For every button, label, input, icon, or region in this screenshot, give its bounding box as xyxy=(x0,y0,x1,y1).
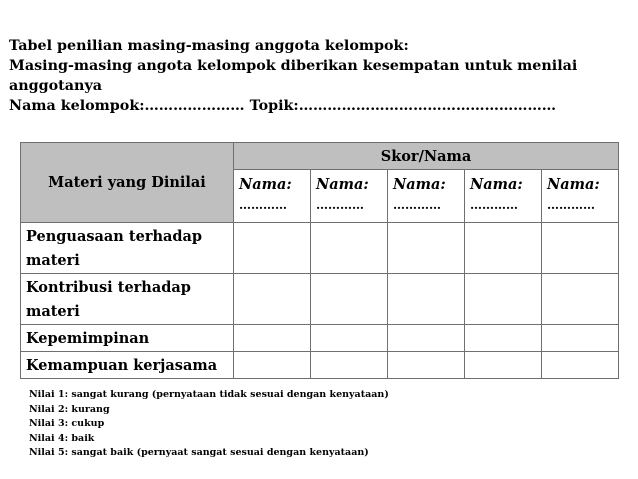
group-topic-line: Nama kelompok:………………… Topik:……………………………………………… xyxy=(9,98,557,114)
name-label: Nama: xyxy=(239,176,292,193)
score-cell[interactable] xyxy=(234,274,311,325)
header-materi: Materi yang Dinilai xyxy=(21,143,234,223)
criterion-label: Kepemimpinan xyxy=(21,325,234,352)
name-blank: ………… xyxy=(547,198,595,212)
name-column-header xyxy=(311,170,388,223)
name-label: Nama: xyxy=(547,176,600,193)
name-label: Nama: xyxy=(316,176,369,193)
name-column-header xyxy=(388,170,465,223)
score-cell[interactable] xyxy=(542,325,619,352)
name-blank: ………… xyxy=(316,198,364,212)
legend-item: Nilai 2: kurang xyxy=(29,403,110,415)
name-blank: ………… xyxy=(470,198,518,212)
name-label: Nama: xyxy=(470,176,523,193)
header-skor-nama: Skor/Nama xyxy=(234,143,619,170)
score-cell[interactable] xyxy=(465,325,542,352)
name-column-header xyxy=(465,170,542,223)
legend-item: Nilai 3: cukup xyxy=(29,418,105,429)
table-row xyxy=(21,223,619,274)
assessment-table xyxy=(20,142,619,379)
score-cell[interactable] xyxy=(465,274,542,325)
score-cell[interactable] xyxy=(542,352,619,379)
score-cell[interactable] xyxy=(311,325,388,352)
criterion-label: Penguasaan terhadap materi xyxy=(21,223,234,274)
score-cell[interactable] xyxy=(388,352,465,379)
score-cell[interactable] xyxy=(388,325,465,352)
score-cell[interactable] xyxy=(234,325,311,352)
score-cell[interactable] xyxy=(311,274,388,325)
table-row xyxy=(21,352,619,379)
name-column-header xyxy=(542,170,619,223)
score-cell[interactable] xyxy=(234,223,311,274)
score-cell[interactable] xyxy=(542,223,619,274)
legend-item: Nilai 1: sangat kurang (pernyataan tidak sesuai dengan kenyataan) xyxy=(29,389,389,400)
score-cell[interactable] xyxy=(542,274,619,325)
intro-title: Tabel penilian masing-masing anggota kelompok: xyxy=(9,38,409,54)
score-cell[interactable] xyxy=(234,352,311,379)
name-blank: ………… xyxy=(393,198,441,212)
score-cell[interactable] xyxy=(311,352,388,379)
score-cell[interactable] xyxy=(311,223,388,274)
score-cell[interactable] xyxy=(465,223,542,274)
score-cell[interactable] xyxy=(388,223,465,274)
intro-instruction-cont: anggotanya xyxy=(9,78,103,94)
score-legend xyxy=(29,388,389,461)
legend-item: Nilai 5: sangat baik (pernyaat sangat sesuai dengan kenyataan) xyxy=(29,447,369,458)
name-column-header xyxy=(234,170,311,223)
criterion-label: Kontribusi terhadap materi xyxy=(21,274,234,325)
name-blank: ………… xyxy=(239,198,287,212)
table-row xyxy=(21,325,619,352)
legend-item: Nilai 4: baik xyxy=(29,432,95,444)
form-intro xyxy=(9,36,629,116)
intro-instruction: Masing-masing angota kelompok diberikan kesempatan untuk menilai xyxy=(9,58,578,74)
criterion-label: Kemampuan kerjasama xyxy=(21,352,234,379)
name-label: Nama: xyxy=(393,176,446,193)
score-cell[interactable] xyxy=(465,352,542,379)
score-cell[interactable] xyxy=(388,274,465,325)
table-row xyxy=(21,274,619,325)
